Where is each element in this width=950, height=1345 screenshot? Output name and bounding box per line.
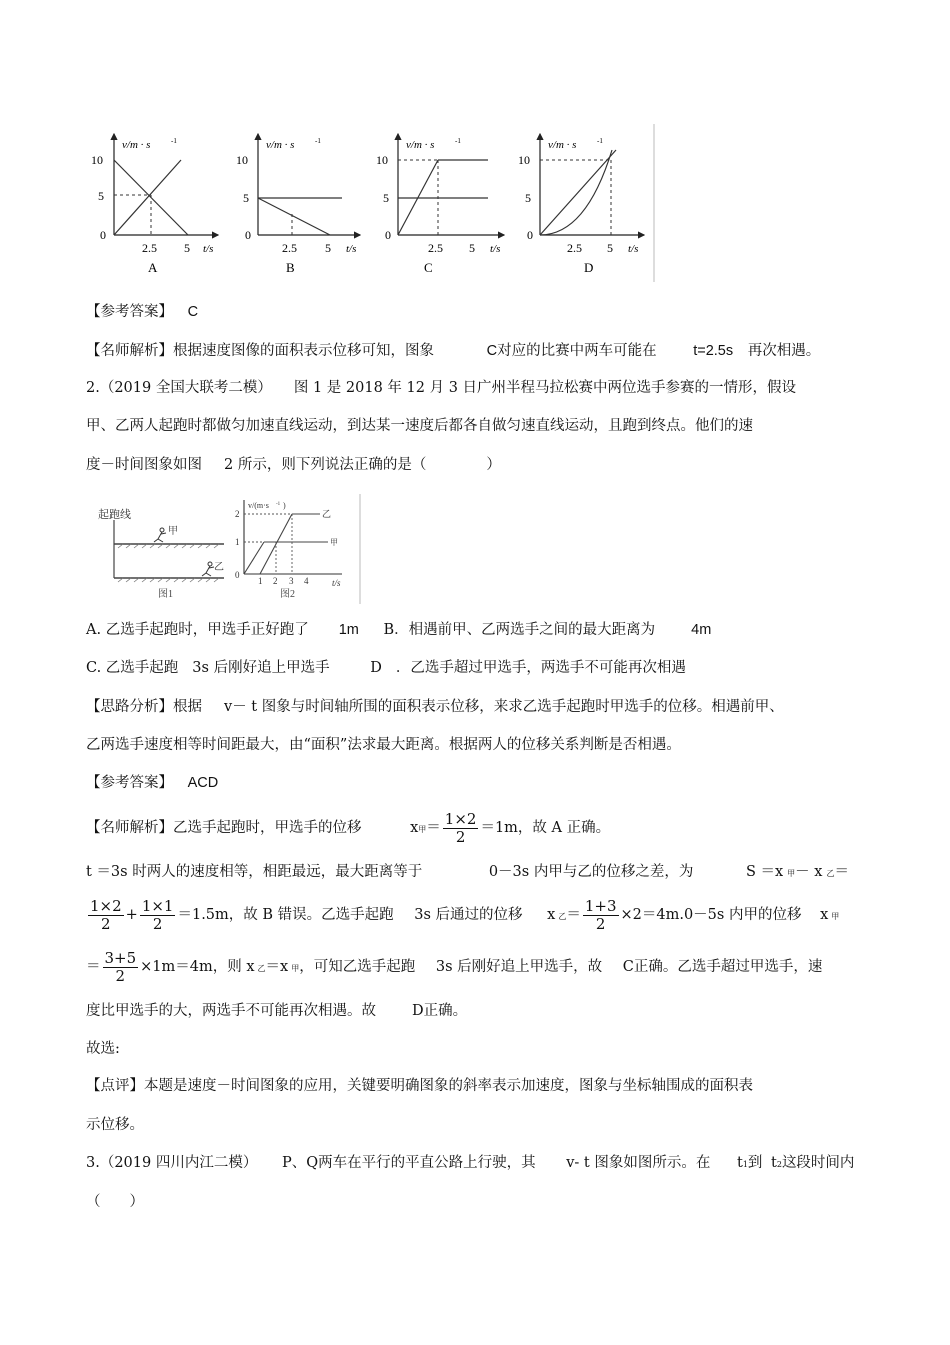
panel-b-xlabel: t/s bbox=[346, 243, 357, 255]
runner-jia-icon bbox=[154, 528, 166, 542]
fig2-caption: 图2 bbox=[280, 589, 295, 600]
panel-b-graph bbox=[236, 134, 360, 275]
fig2-ytick-2: 2 bbox=[235, 509, 240, 519]
q2-figures bbox=[92, 494, 364, 606]
panel-b-ylabel: v/m · s bbox=[266, 139, 295, 151]
panel-d-xtick-2.5: 2.5 bbox=[567, 241, 582, 255]
fig2-ylabel-exp: -1 bbox=[276, 502, 281, 507]
q2-options-cd bbox=[86, 658, 686, 678]
panel-d-ylabel: v/m · s bbox=[548, 139, 577, 151]
panel-d-ylabel-exp: -1 bbox=[597, 137, 603, 145]
q2-analysis-line-5: 度比甲选手的大，两选手不可能再次相遇。故 D正确。 bbox=[86, 1003, 468, 1019]
fig1-yi-label: 乙 bbox=[214, 562, 224, 573]
panel-a-xtick-2.5: 2.5 bbox=[142, 241, 157, 255]
q2-think-line-1: 【思路分析】根据 v－ t 图象与时间轴所围的面积表示位移，来求乙选手起跑时甲选手的位移。相遇前甲、 bbox=[86, 699, 784, 715]
option-b: B．相遇前甲、乙两选手之间的最大距离为 4m bbox=[383, 622, 712, 638]
panel-b-ytick-10: 10 bbox=[236, 153, 248, 167]
panel-a-xtick-5: 5 bbox=[184, 241, 190, 255]
fig2-yi-label: 乙 bbox=[322, 509, 332, 519]
option-c: C. 乙选手起跑 3s 后刚好追上甲选手 bbox=[86, 660, 330, 676]
q1-analysis-line: 【名师解析】根据速度图像的面积表示位移可知，图象 C对应的比赛中两车可能在 t=2.5s 再次相遇。 bbox=[86, 343, 821, 359]
q2-analysis-line-4: ＝ $\frac{3+5}{2}$ ×1m＝4m，则 x 乙＝x 甲，可知乙选手起跑 3s 后刚好追上甲选手，故 C正确。乙选手超过甲选手，速 bbox=[86, 948, 823, 985]
q2-choose-line: 故选: bbox=[86, 1041, 120, 1057]
panel-c-xlabel: t/s bbox=[490, 243, 501, 255]
panel-d-graph bbox=[518, 134, 644, 275]
panel-c-ytick-5: 5 bbox=[383, 191, 389, 205]
q2-stem-line-3: 度－时间图象如图 2 所示，则下列说法正确的是（ ） bbox=[86, 457, 501, 473]
q2-stem-line-1: 2.（2019 全国大联考二模） 图 1 是 2018 年 12 月 3 日广州半程马拉松赛中两位选手参赛的一情形，假设 bbox=[86, 380, 797, 396]
q2-analysis-line-2: t ＝3s 时两人的速度相等，相距最远，最大距离等于 0－3s 内甲与乙的位移之差，为 S ＝x 甲－ x 乙＝ bbox=[86, 864, 849, 880]
vt-graphs-figure bbox=[86, 120, 666, 285]
q3-stem-line-1: 3.（2019 四川内江二模） P、Q两车在平行的平直公路上行驶，其 v- t 图象如图所示。在 t1到 t2这段时间内 bbox=[86, 1155, 855, 1171]
panel-c-ytick-0: 0 bbox=[385, 228, 391, 242]
q2-analysis-line-1: 【名师解析】乙选手起跑时，甲选手的位移 x甲＝ $\frac{1\times 2}{2}$ ＝1m，故 A 正确。 bbox=[86, 809, 611, 846]
fig2-xtick-4: 4 bbox=[304, 576, 309, 586]
panel-a-xlabel: t/s bbox=[203, 243, 214, 255]
fig2-ytick-0: 0 bbox=[235, 570, 240, 580]
panel-c-ylabel: v/m · s bbox=[406, 139, 435, 151]
panel-d-caption: D bbox=[584, 260, 594, 275]
fig1-jia-label: 甲 bbox=[168, 526, 178, 537]
panel-b-ylabel-exp: -1 bbox=[315, 137, 321, 145]
panel-c-caption: C bbox=[424, 260, 433, 275]
panel-d-line-straight bbox=[540, 150, 616, 235]
panel-a-line-increasing bbox=[114, 160, 181, 235]
panel-a-graph bbox=[91, 134, 218, 275]
q2-comment-line-1: 【点评】本题是速度－时间图象的应用，关键要明确图象的斜率表示加速度，图象与坐标轴围成的面积表 bbox=[86, 1078, 753, 1094]
q2-answer: ACD bbox=[187, 775, 219, 791]
panel-a-ylabel-exp: -1 bbox=[171, 137, 177, 145]
panel-d-ytick-0: 0 bbox=[527, 228, 533, 242]
fig2-jia-label: 甲 bbox=[330, 538, 338, 547]
fig1-caption: 图1 bbox=[158, 589, 173, 600]
q2-answer-label: 【参考答案】 bbox=[86, 775, 173, 791]
q2-think-line-2: 乙两选手速度相等时间距最大，由“面积”法求最大距离。根据两人的位移关系判断是否相遇。 bbox=[86, 737, 681, 753]
fig2-ylabel-end: ) bbox=[283, 501, 286, 510]
panel-b-ytick-5: 5 bbox=[243, 191, 249, 205]
panel-a-caption: A bbox=[148, 260, 158, 275]
panel-c-ytick-10: 10 bbox=[376, 153, 388, 167]
runner-yi-icon bbox=[202, 562, 214, 576]
fig2-ylabel: v/(m·s bbox=[248, 501, 269, 510]
option-a: A. 乙选手起跑时，甲选手正好跑了 1m bbox=[86, 622, 359, 638]
q2-comment-line-2: 示位移。 bbox=[86, 1117, 144, 1133]
panel-c-xtick-2.5: 2.5 bbox=[428, 241, 443, 255]
panel-a-ytick-10: 10 bbox=[91, 153, 103, 167]
panel-a-ytick-5: 5 bbox=[98, 189, 104, 203]
q2-figures-svg bbox=[92, 494, 364, 606]
panel-b-ytick-0: 0 bbox=[245, 228, 251, 242]
panel-c-graph bbox=[376, 134, 504, 275]
fig1-start-line-label: 起跑线 bbox=[98, 509, 131, 521]
q1-answer-label: 【参考答案】 bbox=[86, 304, 173, 320]
panel-c-xtick-5: 5 bbox=[469, 241, 475, 255]
fig2-xlabel: t/s bbox=[332, 578, 341, 588]
panel-d-xtick-5: 5 bbox=[607, 241, 613, 255]
q2-options-ab bbox=[86, 620, 711, 640]
panel-b-line-decreasing bbox=[258, 198, 330, 235]
panel-b-caption: B bbox=[286, 260, 295, 275]
fig1-track bbox=[98, 507, 224, 600]
q2-answer-line bbox=[86, 773, 218, 793]
panel-c-ylabel-exp: -1 bbox=[455, 137, 461, 145]
q2-stem-line-2: 甲、乙两人起跑时都做匀加速直线运动，到达某一速度后都各自做匀速直线运动，且跑到终点。他们的速 bbox=[86, 418, 753, 434]
fig2-vt-graph bbox=[235, 500, 342, 600]
fig2-xtick-1: 1 bbox=[258, 576, 263, 586]
panel-a-ytick-0: 0 bbox=[100, 228, 106, 242]
panel-d-ytick-10: 10 bbox=[518, 153, 530, 167]
q1-answer: C bbox=[187, 304, 199, 320]
fig2-ytick-1: 1 bbox=[235, 537, 240, 547]
panel-a-ylabel: v/m · s bbox=[122, 139, 151, 151]
q1-answer-line bbox=[86, 302, 198, 322]
vt-graphs-svg bbox=[86, 120, 666, 285]
q1-analysis-label: 【名师解析】 bbox=[86, 343, 173, 359]
fig2-xtick-2: 2 bbox=[273, 576, 278, 586]
panel-b-xtick-2.5: 2.5 bbox=[282, 241, 297, 255]
panel-b-xtick-5: 5 bbox=[325, 241, 331, 255]
q2-analysis-line-3: $\frac{1\times 2}{2}$ + $\frac{1\times 1}{2}$ ＝1.5m，故 B 错误。乙选手起跑 3s 后通过的位移 x 乙＝ $\frac{1+3}{2}$ ×2＝4m.0－5s 内甲的位移 x 甲 bbox=[90, 896, 840, 933]
option-d: D ．乙选手超过甲选手，两选手不可能再次相遇 bbox=[370, 660, 686, 676]
panel-d-xlabel: t/s bbox=[628, 243, 639, 255]
panel-d-ytick-5: 5 bbox=[525, 191, 531, 205]
fig2-xtick-3: 3 bbox=[289, 576, 294, 586]
q3-stem-line-2: （ ） bbox=[86, 1194, 144, 1210]
